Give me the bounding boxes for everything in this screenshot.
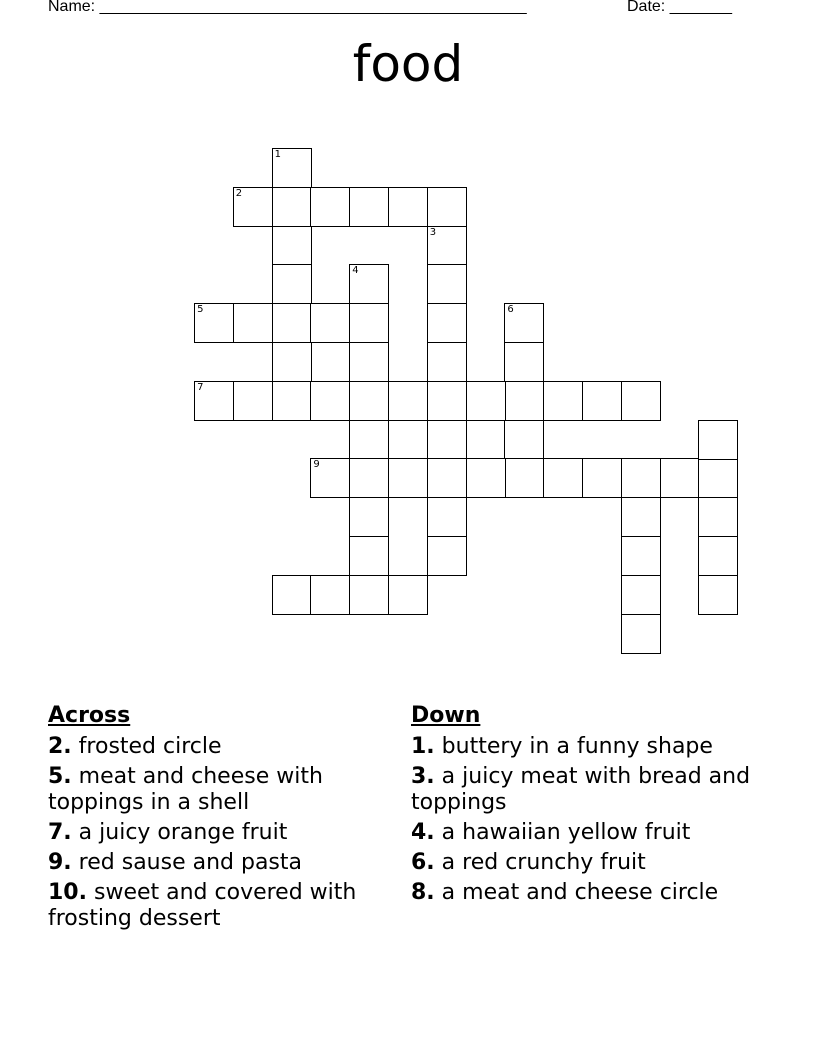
grid-cell[interactable] — [504, 381, 544, 421]
grid-cell[interactable] — [698, 420, 738, 460]
clue-number: 7. — [48, 820, 72, 845]
grid-cell[interactable] — [427, 342, 467, 382]
grid-cell[interactable] — [388, 381, 428, 421]
grid-cell[interactable] — [310, 187, 350, 227]
down-clue-8 — [411, 880, 763, 906]
grid-cell[interactable] — [504, 420, 544, 460]
date-field-label: Date: _______ — [627, 0, 732, 15]
grid-cell[interactable] — [272, 187, 312, 227]
grid-cell[interactable] — [543, 381, 583, 421]
clue-number: 1. — [411, 734, 435, 759]
grid-cell[interactable] — [349, 381, 389, 421]
grid-cell[interactable] — [272, 303, 312, 343]
clue-text: a hawaiian yellow fruit — [441, 820, 691, 845]
grid-cell[interactable] — [388, 187, 428, 227]
clue-text: a juicy meat with bread and toppings — [411, 764, 751, 815]
grid-cell[interactable] — [349, 264, 389, 304]
grid-cell[interactable] — [621, 381, 661, 421]
clue-number: 8. — [411, 880, 435, 905]
grid-cell[interactable] — [621, 458, 661, 498]
grid-cell[interactable] — [466, 458, 506, 498]
clue-number: 10. — [48, 880, 87, 905]
clue-text: a juicy orange fruit — [78, 820, 288, 845]
across-clue-10 — [48, 880, 400, 932]
grid-cell[interactable] — [504, 342, 544, 382]
grid-cell[interactable] — [427, 458, 467, 498]
cell-number: 2 — [235, 187, 243, 199]
grid-cell[interactable] — [427, 420, 467, 460]
grid-cell[interactable] — [504, 458, 544, 498]
grid-cell[interactable] — [194, 381, 234, 421]
grid-cell[interactable] — [388, 458, 428, 498]
grid-cell[interactable] — [272, 342, 312, 382]
clue-text: red sause and pasta — [78, 850, 303, 875]
grid-cell[interactable] — [310, 303, 350, 343]
grid-cell[interactable] — [349, 536, 389, 576]
clue-text: buttery in a funny shape — [441, 734, 713, 759]
grid-cell[interactable] — [427, 264, 467, 304]
grid-cell[interactable] — [388, 575, 428, 615]
clue-number: 6. — [411, 850, 435, 875]
across-clue-9 — [48, 850, 400, 876]
grid-cell[interactable] — [349, 575, 389, 615]
grid-cell[interactable] — [427, 303, 467, 343]
grid-cell[interactable] — [698, 536, 738, 576]
across-heading: Across — [48, 703, 131, 728]
grid-cell[interactable] — [698, 497, 738, 537]
grid-cell[interactable] — [272, 226, 312, 266]
grid-cell[interactable] — [698, 458, 738, 498]
down-clue-3 — [411, 764, 763, 816]
grid-cell[interactable] — [698, 575, 738, 615]
grid-cell[interactable] — [349, 497, 389, 537]
cell-number: 9 — [313, 459, 320, 471]
grid-cell[interactable] — [233, 381, 273, 421]
across-clues — [48, 702, 400, 936]
clue-number: 4. — [411, 820, 435, 845]
clue-text: a red crunchy fruit — [441, 850, 646, 875]
cell-number: 3 — [429, 226, 437, 238]
grid-cell[interactable] — [427, 536, 467, 576]
clue-number: 2. — [48, 734, 72, 759]
across-clue-7 — [48, 820, 400, 846]
grid-cell[interactable] — [466, 381, 506, 421]
down-clue-4 — [411, 820, 763, 846]
grid-cell[interactable] — [427, 187, 467, 227]
puzzle-title: food — [352, 35, 464, 93]
cell-number: 4 — [352, 265, 359, 277]
clue-number: 3. — [411, 764, 435, 789]
down-clues — [411, 702, 763, 910]
grid-cell[interactable] — [427, 226, 467, 266]
grid-cell[interactable] — [621, 614, 661, 654]
grid-cell[interactable] — [349, 458, 389, 498]
grid-cell[interactable] — [349, 187, 389, 227]
grid-cell[interactable] — [233, 303, 273, 343]
grid-cell[interactable] — [349, 342, 389, 382]
grid-cell[interactable] — [660, 458, 700, 498]
across-clue-5 — [48, 764, 400, 816]
grid-cell[interactable] — [272, 575, 312, 615]
grid-cell[interactable] — [310, 575, 350, 615]
grid-cell[interactable] — [349, 420, 389, 460]
grid-cell[interactable] — [233, 187, 273, 227]
down-clue-6 — [411, 850, 763, 876]
grid-cell[interactable] — [621, 536, 661, 576]
down-heading: Down — [411, 703, 481, 728]
grid-cell[interactable] — [543, 458, 583, 498]
grid-cell[interactable] — [272, 148, 312, 188]
grid-cell[interactable] — [621, 575, 661, 615]
clue-text: frosted circle — [78, 734, 222, 759]
cell-number: 1 — [274, 149, 281, 161]
cell-number: 5 — [197, 304, 204, 316]
grid-cell[interactable] — [504, 303, 544, 343]
grid-cell[interactable] — [310, 381, 350, 421]
grid-cell[interactable] — [582, 458, 622, 498]
clue-number: 5. — [48, 764, 72, 789]
grid-cell[interactable] — [427, 497, 467, 537]
across-clue-2 — [48, 734, 400, 760]
grid-cell[interactable] — [310, 458, 350, 498]
grid-cell[interactable] — [621, 497, 661, 537]
grid-cell[interactable] — [349, 303, 389, 343]
down-clue-1 — [411, 734, 763, 760]
grid-cell[interactable] — [272, 264, 312, 304]
clue-text: meat and cheese with toppings in a shell — [48, 764, 323, 815]
clue-text: sweet and covered with frosting dessert — [48, 880, 357, 931]
grid-cell[interactable] — [582, 381, 622, 421]
grid-cell[interactable] — [194, 303, 234, 343]
clue-number: 9. — [48, 850, 72, 875]
name-field-label: Name: ________________________________________________ — [48, 0, 527, 15]
cell-number: 6 — [507, 304, 514, 316]
grid-cell[interactable] — [427, 381, 467, 421]
clue-text: a meat and cheese circle — [441, 880, 719, 905]
cell-number: 7 — [197, 381, 204, 393]
grid-cell[interactable] — [272, 381, 312, 421]
